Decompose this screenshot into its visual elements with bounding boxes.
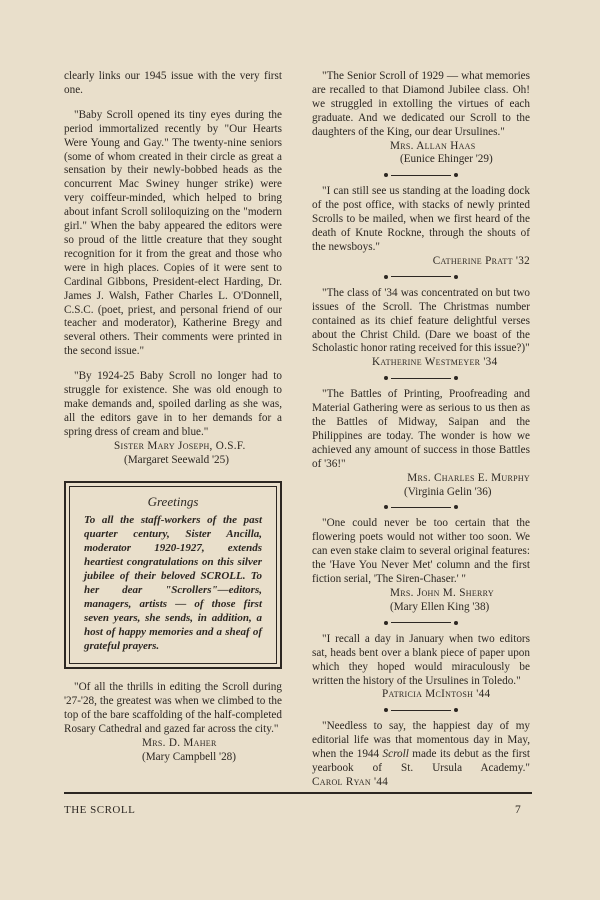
signature-maiden: (Margaret Seewald '25): [124, 453, 229, 466]
quote-text: "Needless to say, the happiest day of my editorial life was that momentous day in May, when the 1944: [312, 720, 530, 761]
footer-rule: [64, 792, 532, 794]
quote-text: made its debut as the first yearbook of St. Ursula Academy.": [312, 748, 530, 775]
signature-maiden: (Virginia Gelin '36): [404, 485, 492, 498]
ornament-divider: [312, 372, 530, 384]
signature-name: Katherine Westmeyer '34: [372, 356, 498, 369]
quote-1936: "The Battles of Printing, Proofreading and Material Gathering were as serious to us then as the Battles of Midway, Saipan and the Philippines are today. The wonder is how we achieved any amount of success in those Battles of '36!": [312, 388, 530, 470]
ornament-divider: [312, 704, 530, 716]
signature-name: Mrs. D. Maher: [142, 737, 217, 749]
ornament-divider: [312, 501, 530, 513]
ornament-divider: [312, 617, 530, 629]
greetings-box: [64, 481, 282, 669]
signature-name: Sister Mary Joseph, O.S.F.: [114, 439, 246, 452]
signature-name: Mrs. John M. Sherry: [390, 587, 494, 599]
paragraph-baby-scroll: "Baby Scroll opened its tiny eyes during the period immortalized recently by "Our Hearts Were Young and Gay." The twenty-nine seniors (some of whom created in their circle as great a sensation by their newly-bobbed heads as the concurrent Mac Swiney hunger strike) were very coiffeur-minded, which helped to bring about infant Scroll soliloquizing on the "modern girl." When the baby appeared the editors were so proud of the little creature that they sought recognition for it from the great and those who were in high places. Copies of it were sent to Cardinal Gibbons, President-elect Harding, Dr. James J. Walsh, Father Charles L. O'Donnell, C.S.C. (poet, priest, and personal friend of our teacher and moderator), Katherine Bregy and several others. Their comments were printed in the second issue.": [64, 108, 282, 358]
paragraph-intro: clearly links our 1945 issue with the very first one.: [64, 70, 282, 96]
signature-name: Patricia McIntosh '44: [382, 688, 491, 701]
quote-1938: "One could never be too certain that the flowering poets would not wither too soon. We can even stake claim to several original features: the 'Have You Never Met' column and the first fiction serial, 'The Siren-Chaser.' ": [312, 517, 530, 586]
right-column: [312, 70, 530, 790]
quote-1929: "The Senior Scroll of 1929 — what memories are recalled to that Diamond Jubilee class. Oh! we struggled in extolling the virtues of each graduate. And we dedicated our Scroll to the daughters of the King, our dear Ursulines.": [312, 70, 530, 138]
ornament-divider: [312, 271, 530, 283]
signature-maiden: (Mary Campbell '28): [142, 750, 236, 763]
greetings-title: Greetings: [147, 494, 199, 510]
paragraph-1924: "By 1924-25 Baby Scroll no longer had to struggle for existence. She was old enough to make demands and, spoiled darling as she was, all the editors gave in to her demands for a spring dress of cream and blue.": [64, 370, 282, 438]
signature-name: Carol Ryan '44: [312, 775, 389, 788]
quote-1944-mcintosh: "I recall a day in January when two editors sat, heads bent over a blank piece of paper upon which they hoped would miraculously be written the history of the Ursulines in Toledo.": [312, 632, 530, 687]
signature-maiden: (Mary Ellen King '38): [390, 600, 490, 613]
greetings-body: To all the staff-workers of the past quarter century, Sister Ancilla, moderator 1920-1927, extends heartiest congratulations on this silver jubilee of their beloved SCROLL. To her dear "Scrollers"—editors, managers, artists — of those first seven years, she sends, in addition, a host of happy memories and a sheaf of grateful prayers.: [84, 514, 262, 653]
paragraph-1927: "Of all the thrills in editing the Scroll during '27-'28, the greatest was when we climbed to the top of the bare scaffolding of the half-completed Rosary Cathedral and gazed far across the city.": [64, 681, 282, 736]
quote-1932: "I can still see us standing at the loading dock of the post office, with stacks of newly printed Scrolls to be mailed, when we first heard of the death of Knute Rockne, through the shouts of the newsboys.": [312, 185, 530, 253]
signature-name: Catherine Pratt '32: [432, 254, 530, 267]
footer-publication-title: THE SCROLL: [64, 804, 136, 816]
quote-1944-ryan: [312, 720, 530, 790]
quote-1934: "The class of '34 was concentrated on but two issues of the Scroll. The Christmas number contained as its chief feature delightful verses about the Christ Child. (Dare we boast of the Scholastic honor rating received for this issue?)": [312, 286, 530, 355]
signature-maiden: (Eunice Ehinger '29): [400, 153, 493, 166]
signature-name: Mrs. Allan Haas: [390, 139, 476, 152]
signature-name: Mrs. Charles E. Murphy: [407, 471, 530, 484]
ornament-divider: [312, 169, 530, 181]
quote-italic-title: Scroll: [382, 748, 409, 761]
left-column: [64, 70, 282, 765]
page-number: 7: [515, 804, 521, 816]
